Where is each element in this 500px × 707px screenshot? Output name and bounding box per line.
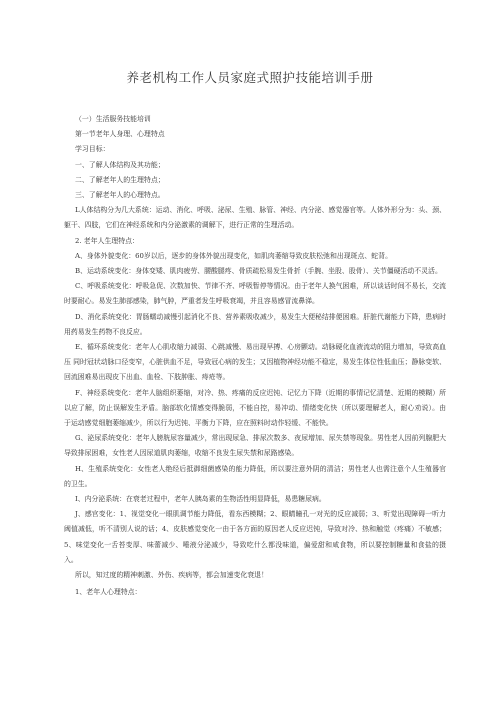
paragraph: A、身体外貌变化：60岁以后，逐步的身体外貌出现变化，如肌肉萎缩导致皮肤松弛和出现斑点、蛇背。 bbox=[75, 251, 392, 260]
paragraph: C、呼吸系统变化：呼吸急促、次数加快、节律不齐、呼吸暂停等情况。由于老年人换气困难，所以谈话时间不易长，交流时要耐心。易发生肺部感染，肺气肿，严重者发生呼吸衰竭，并且容易感冒流鼻涕。 bbox=[64, 282, 446, 306]
paragraph: E、循环系统变化：老年人心肌收缩力减弱、心跳减慢、易出现早搏、心房颤动。动脉硬化血液流动的阻力增加，导致高血压 同时冠状动脉口径变窄，心脏供血不足，导致冠心病的发生；又因植物神经功能不稳定，易发生体位性低血压；静脉变软、回流困难易出现皮下出血、血栓、下肢肿胀、痔疮等。 bbox=[64, 343, 446, 382]
paragraph: 一、了解人体结构及其功能； bbox=[75, 160, 165, 169]
paragraph: 学习目标： bbox=[75, 145, 110, 154]
paragraph: 2. 老年人生理特点： bbox=[75, 236, 139, 245]
paragraph: 第一节老年人身理、心理特点 bbox=[75, 130, 165, 139]
paragraph: 1、老年人心理特点： bbox=[75, 588, 142, 597]
paragraph: J、感官变化：1、视觉变化一眼肌调节能力降低，看东西模糊；2、眼睛瞳孔一对光的反应减弱；3、听觉出现障碍一听力阈值减低，听不清别人说的话；4、皮肤感觉变化一由于各方面的原因老人反应迟钝，导致对冷、热和触觉（疼痛）不敏感；5、味觉变化一舌苔变厚、味蕾减少、唾液分泌减少，导致吃什么都没味道，偏爱甜和咸食物，所以要控制糖量和食盐的摄入。 bbox=[64, 510, 446, 564]
paragraph: F、神经系统变化：老年人脑组织萎缩，对冷、热、疼痛的反应迟钝、记忆力下降（近期的事情记忆清楚、近期的模糊）所以应了解，防止误解发生矛盾。脑部软化情感变得脆弱，不能自控，易冲动、情绪变化快（所以要理解老人，耐心劝说）。由于运动感觉细胞萎缩减少，所以行为迟钝、平衡力下降，应在照料时动作轻缓、不能快。 bbox=[64, 388, 446, 428]
paragraph: H、生殖系统变化：女性老人绝经后抵御细菌感染的能力降低，所以要注意外阴的清洁；男性老人也需注意个人生殖器官的卫生。 bbox=[64, 464, 446, 488]
paragraph: G、泌尿系统变化：老年人膀胱尿容量减少，常出现尿急、排尿次数多、夜尿增加、尿失禁等现象。男性老人因前列腺肥大导致排尿困难，女性老人因尿道肌肉萎缩，收缩不良发生尿失禁和尿路感染。 bbox=[64, 434, 446, 458]
paragraph: D、消化系统变化：胃肠蠕动减慢引起消化不良、营养素吸收减少，易发生大便秘结排便困难。肝脏代谢能力下降，患病时用药易发生药物不良反应。 bbox=[64, 312, 446, 336]
paragraph: I、内分泌系统：在衰老过程中，老年人胰岛素的生物活性明显降低，易患糖尿病。 bbox=[75, 495, 326, 504]
paragraph: 三、了解老年人的心理特点。 bbox=[75, 191, 165, 200]
paragraph: 所以，知过度的精神刺激、外伤、疾病等，都会加速变化衰退！ bbox=[75, 571, 268, 580]
document-title: 养老机构工作人员家庭式照护技能培训手册 bbox=[126, 70, 374, 85]
paragraph: B、运动系统变化：身体变矮、肌肉疲劳、腰酸腿疼、骨质疏松易发生骨折（手腕、坐股、股骨）、关节僵硬活动不灵活。 bbox=[75, 267, 442, 276]
paragraph: （一）生活服务技能培训 bbox=[75, 115, 151, 123]
paragraph: L人体结构分为几大系统：运动、消化、呼吸、泌尿、生殖、脉管、神经、内分泌、感觉器官等。人体外形分为：头、颈、躯干、四肢，它们在神经系统和内分泌激素的调解下，进行正常的生理活动。 bbox=[64, 206, 446, 230]
paragraph: 二、了解老年人的生理特点； bbox=[75, 175, 165, 184]
document-body bbox=[64, 112, 446, 601]
